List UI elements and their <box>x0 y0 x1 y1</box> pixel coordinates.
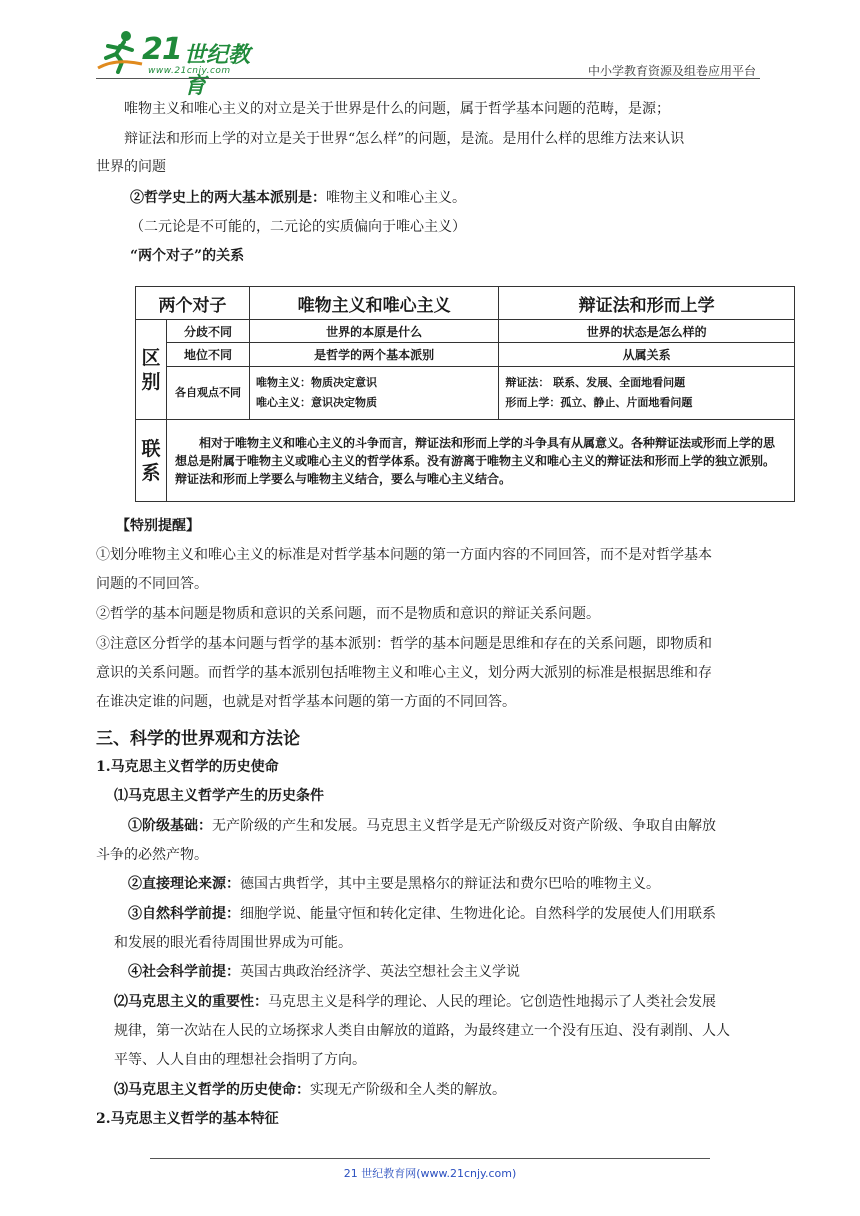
table-cell: 世界的状态是怎么样的 <box>499 320 795 343</box>
header-divider <box>96 78 760 79</box>
table-caption: “两个对子”的关系 <box>130 248 245 264</box>
lianxi-label: 联系 <box>136 420 167 502</box>
paragraph <box>128 901 798 928</box>
paragraph <box>114 1077 784 1104</box>
paragraph: ①划分唯物主义和唯心主义的标准是对哲学基本问题的第一方面内容的不同回答，而不是对哲学基本 <box>96 547 712 563</box>
bold-lead: ②哲学史上的两大基本派别是： <box>130 190 326 206</box>
paragraph <box>128 813 798 840</box>
paragraph <box>128 871 798 898</box>
logo-number: 21 <box>142 32 182 67</box>
paragraph <box>114 989 784 1016</box>
text: 英国古典政治经济学、英法空想社会主义学说 <box>240 964 520 980</box>
cell-line: 唯心主义：意识决定物质 <box>256 395 377 409</box>
text: 德国古典哲学，其中主要是黑格尔的辩证法和费尔巴哈的唯物主义。 <box>240 876 660 892</box>
text: 马克思主义是科学的理论、人民的理论。它创造性地揭示了人类社会发展 <box>268 994 716 1010</box>
paragraph: 平等、人人自由的理想社会指明了方向。 <box>114 1052 366 1068</box>
table-cell <box>250 366 499 419</box>
table-cell: 从属关系 <box>499 343 795 366</box>
text: 实现无产阶级和全人类的解放。 <box>310 1082 506 1098</box>
page-header <box>96 28 760 99</box>
text: 唯物主义和唯心主义。 <box>326 190 466 206</box>
logo-url: www.21cnjy.com <box>148 66 231 76</box>
runner-icon <box>96 28 146 74</box>
subsection-title: 2.马克思主义哲学的基本特征 <box>96 1111 279 1127</box>
logo-text: 世纪教育 <box>184 43 251 99</box>
table-header: 唯物主义和唯心主义 <box>250 287 499 320</box>
row-label: 各自观点不同 <box>167 366 250 419</box>
text: 无产阶级的产生和发展。马克思主义哲学是无产阶级反对资产阶级、争取自由解放 <box>212 818 716 834</box>
subsection-title: 1.马克思主义哲学的历史使命 <box>96 759 279 775</box>
bold-lead: ②直接理论来源： <box>128 876 240 892</box>
subsection-item: ⑴马克思主义哲学产生的历史条件 <box>114 788 324 804</box>
bold-lead: ⑶马克思主义哲学的历史使命： <box>114 1082 310 1098</box>
paragraph: 辩证法和形而上学的对立是关于世界“怎么样”的问题，是流。是用什么样的思维方法来认识 <box>124 131 685 147</box>
logo <box>96 28 266 99</box>
footer-divider <box>150 1158 710 1159</box>
table-header: 辩证法和形而上学 <box>499 287 795 320</box>
paragraph: ②哲学的基本问题是物质和意识的关系问题，而不是物质和意识的辩证关系问题。 <box>96 606 600 622</box>
row-label: 分歧不同 <box>167 320 250 343</box>
bold-lead: ①阶级基础： <box>128 818 212 834</box>
table-cell: 世界的本原是什么 <box>250 320 499 343</box>
paragraph <box>128 959 798 986</box>
bold-lead: ④社会科学前提： <box>128 964 240 980</box>
footer-text: 21 世纪教育网(www.21cnjy.com) <box>343 1167 517 1180</box>
bold-lead: ⑵马克思主义的重要性： <box>114 994 268 1010</box>
table-cell: 是哲学的两个基本派别 <box>250 343 499 366</box>
paragraph <box>130 185 800 212</box>
paragraph: 在谁决定谁的问题，也就是对哲学基本问题的第一方面的不同回答。 <box>96 694 516 710</box>
cell-line: 辩证法： 联系、发展、全面地看问题 <box>505 375 686 389</box>
lianxi-text: 相对于唯物主义和唯心主义的斗争而言，辩证法和形而上学的斗争具有从属意义。各种辩证法或形而上学的思想总是附属于唯物主义或唯心主义的哲学体系。没有游离于唯物主义和唯心主义的辩证法和形而上学的独立派别。辩证法和形而上学要么与唯物主义结合，要么与唯心主义结合。 <box>167 420 795 502</box>
paragraph: （二元论是不可能的，二元论的实质偏向于唯心主义） <box>130 219 466 235</box>
header-platform-text: 中小学教育资源及组卷应用平台 <box>587 64 756 78</box>
cell-line: 形而上学：孤立、静止、片面地看问题 <box>505 395 693 409</box>
text: 细胞学说、能量守恒和转化定律、生物进化论。自然科学的发展使人们用联系 <box>240 906 716 922</box>
paragraph: 问题的不同回答。 <box>96 576 208 592</box>
section-title: 三、科学的世界观和方法论 <box>96 729 300 749</box>
paragraph: 和发展的眼光看待周围世界成为可能。 <box>114 935 352 951</box>
paragraph: 规律，第一次站在人民的立场探求人类自由解放的道路，为最终建立一个没有压迫、没有剥削、人人 <box>114 1023 730 1039</box>
paragraph: 世界的问题 <box>96 159 166 175</box>
bold-lead: ③自然科学前提： <box>128 906 240 922</box>
table-cell <box>499 366 795 419</box>
paragraph: 斗争的必然产物。 <box>96 847 208 863</box>
paragraph: 唯物主义和唯心主义的对立是关于世界是什么的问题，属于哲学基本问题的范畴，是源； <box>124 101 670 117</box>
cell-line: 唯物主义：物质决定意识 <box>256 375 377 389</box>
table-header: 两个对子 <box>136 287 250 320</box>
paragraph: ③注意区分哲学的基本问题与哲学的基本派别：哲学的基本问题是思维和存在的关系问题，即物质和 <box>96 636 712 652</box>
paragraph: 意识的关系问题。而哲学的基本派别包括唯物主义和唯心主义，划分两大派别的标准是根据思维和存 <box>96 665 712 681</box>
qubie-label: 区别 <box>136 320 167 420</box>
row-label: 地位不同 <box>167 343 250 366</box>
relation-table <box>135 286 795 502</box>
tips-title: 【特别提醒】 <box>116 518 200 534</box>
